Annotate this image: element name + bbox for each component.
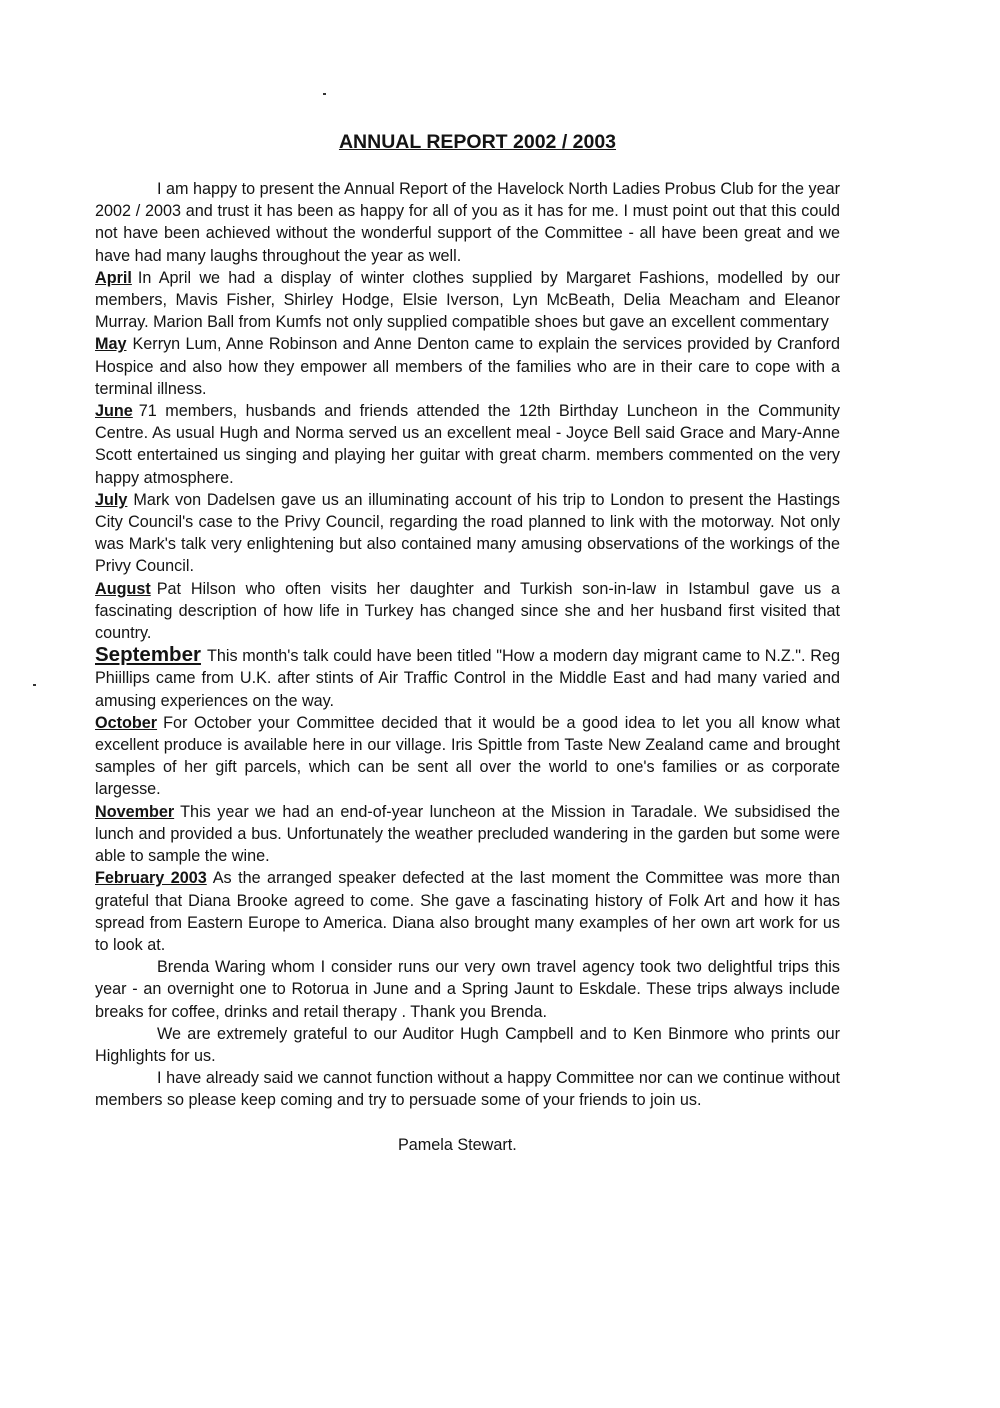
month-label: July [95,490,128,509]
month-entry-august [95,578,840,645]
month-label: October [95,713,158,732]
month-label: February 2003 [95,869,207,888]
scan-speck [33,684,36,686]
month-text: Mark von Dadelsen gave us an illuminating account of his trip to London to present the Hastings City Council's case to the Privy Council, regarding the road planned to link with the motorway. Not only was Mark's talk very enlightening but also contained many amusing observations of the workings of the Privy Council. [95,490,840,576]
month-entry-july [95,489,840,578]
month-label: June [95,402,133,421]
closing-paragraph-final: I have already said we cannot function without a happy Committee nor can we continue without members so please keep coming and try to persuade some of your friends to join us. [95,1069,840,1110]
closing-paragraph-trips: Brenda Waring whom I consider runs our very own travel agency took two delightful trips this year - an overnight one to Rotorua in June and a Spring Jaunt to Eskdale. These trips always include breaks for coffee, drinks and retail therapy . Thank you Brenda. [95,958,840,1021]
month-label: August [95,579,151,598]
month-text: 71 members, husbands and friends attended the 12th Birthday Luncheon in the Community Centre. As usual Hugh and Norma served us an excellent meal - Joyce Bell said Grace and Mary-Anne Scott entertained us singing and playing her guitar with great charm. members commented on the very happy atmosphere. [95,402,840,487]
month-text: Pat Hilson who often visits her daughter and Turkish son-in-law in Istambul gave us a fascinating description of how life in Turkey has changed since she and her husband first visited that country. [95,579,840,643]
month-text: This year we had an end-of-year luncheon at the Mission in Taradale. We subsidised the lunch and provided a bus. Unfortunately the weather precluded wandering in the garden but some were able to sample the wine. [95,802,840,866]
month-entry-november [95,801,840,868]
month-label: April [95,268,132,287]
closing-paragraph-thanks: We are extremely grateful to our Auditor Hugh Campbell and to Ken Binmore who prints our Highlights for us. [95,1024,840,1065]
month-entry-september [95,644,840,712]
document-page [95,128,840,1156]
month-entry-october [95,712,840,801]
month-label: November [95,802,175,821]
month-entry-may [95,333,840,400]
month-text: Kerryn Lum, Anne Robinson and Anne Denton came to explain the services provided by Cranford Hospice and also how they empower all members of the families who are in their care to cope with a terminal illness. [95,335,840,398]
month-entry-february [95,867,840,956]
month-text: As the arranged speaker defected at the last moment the Committee was more than grateful that Diana Brooke agreed to come. She gave a fascinating history of Folk Art and how it has spread from Eastern Europe to America. Diana also brought many examples of her own art work for us to look at. [95,869,841,954]
month-text: For October your Committee decided that it would be a good idea to let you all know what excellent produce is available here in our village. Iris Spittle from Taste New Zealand came and brought samples of her gift parcels, which can be sent all over the world to one's families or as corporate largesse. [95,713,840,799]
scan-speck [323,93,326,95]
month-text: In April we had a display of winter clothes supplied by Margaret Fashions, modelled by our members, Mavis Fisher, Shirley Hodge, Elsie Iverson, Lyn McBeath, Delia Meacham and Eleanor Murray. Marion Ball from Kumfs not only supplied compatible shoes but gave an excellent commentary [95,268,840,332]
signature: Pamela Stewart. [398,1135,517,1154]
month-label: September [95,643,201,667]
month-text: This month's talk could have been titled "How a modern day migrant came to N.Z.". Reg Phiillips came from U.K. after stints of Air Traffic Control in the Middle East and had many varied and amusing experiences on the way. [95,647,840,710]
month-entry-june [95,400,840,489]
page-title: ANNUAL REPORT 2002 / 2003 [338,131,617,153]
month-entry-april [95,267,840,334]
intro-paragraph: I am happy to present the Annual Report of the Havelock North Ladies Probus Club for the year 2002 / 2003 and trust it has been as happy for all of you as it has for me. I must point out that this could not have been achieved without the wonderful support of the Committee - all have been great and we have had many laughs throughout the year as well. [95,180,840,265]
month-label: May [95,335,127,354]
